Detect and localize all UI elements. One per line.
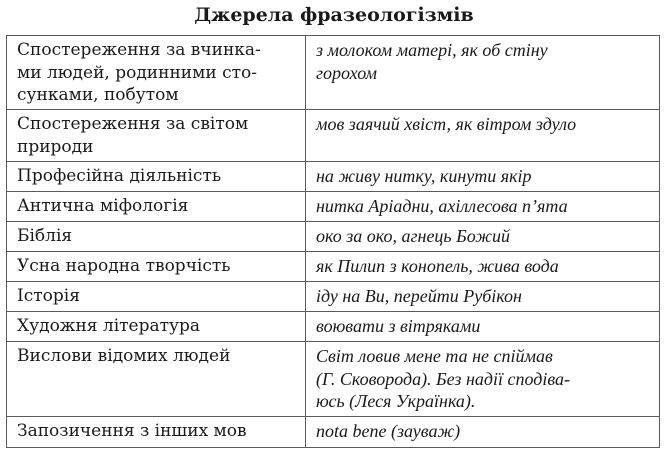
source-cell [7,162,306,192]
source-cell [7,110,306,162]
example-cell [306,36,660,110]
example-cell [306,162,660,192]
source-cell [7,312,306,342]
example-cell [306,342,660,417]
table-row [7,192,660,222]
source-line: Професійна діяльність [17,166,222,186]
table-row [7,342,660,417]
source-line: Спостереження за вчинка- [17,40,261,60]
example-line: (Г. Сковорода). Без надії сподіва- [316,368,571,389]
source-line: Художня література [17,316,201,336]
source-cell [7,282,306,312]
example-cell [306,252,660,282]
example-line: горохом [316,62,378,83]
source-line: ми людей, родинними сто- [17,62,257,83]
source-cell [7,36,306,110]
example-line: Світ ловив мене та не спіймав [316,346,553,366]
source-cell [7,342,306,417]
table-row [7,417,660,448]
source-line: Антична міфологія [17,196,189,216]
example-cell [306,312,660,342]
example-line: нитка Аріадни, ахіллесова п’ята [316,196,568,216]
source-cell [7,252,306,282]
example-line: іду на Ви, перейти Рубікон [316,286,522,306]
example-line: як Пилип з конопель, жива вода [316,256,559,276]
example-line: мов заячий хвіст, як вітром здуло [316,114,577,134]
page-title: Джерела фразеологізмів [194,4,474,26]
table-row [7,222,660,252]
source-line: Біблія [17,226,73,246]
source-line: Усна народна творчість [17,256,231,276]
example-cell [306,417,660,448]
example-cell [306,110,660,162]
example-line: з молоком матері, як об стіну [316,40,548,60]
source-line: Історія [17,286,80,306]
table-row [7,312,660,342]
example-line: nota bene (зауваж) [316,421,461,441]
phraseology-sources-table [6,35,660,448]
source-cell [7,192,306,222]
example-line: око за око, агнець Божий [316,226,511,246]
example-cell [306,192,660,222]
example-line: юсь (Леся Українка). [316,391,476,411]
source-cell [7,417,306,448]
example-cell [306,222,660,252]
table-row [7,252,660,282]
source-line: Спостереження за світом [17,114,249,134]
table-row [7,162,660,192]
table-row [7,36,660,110]
example-line: на живу нитку, кинути якір [316,166,532,186]
source-line: сунками, побутом [17,85,179,105]
source-line: природи [17,136,94,157]
source-line: Запозичення з інших мов [17,421,247,441]
table-row [7,110,660,162]
example-cell [306,282,660,312]
source-cell [7,222,306,252]
table-row [7,282,660,312]
source-line: Вислови відомих людей [17,346,231,366]
example-line: воювати з вітряками [316,316,481,336]
